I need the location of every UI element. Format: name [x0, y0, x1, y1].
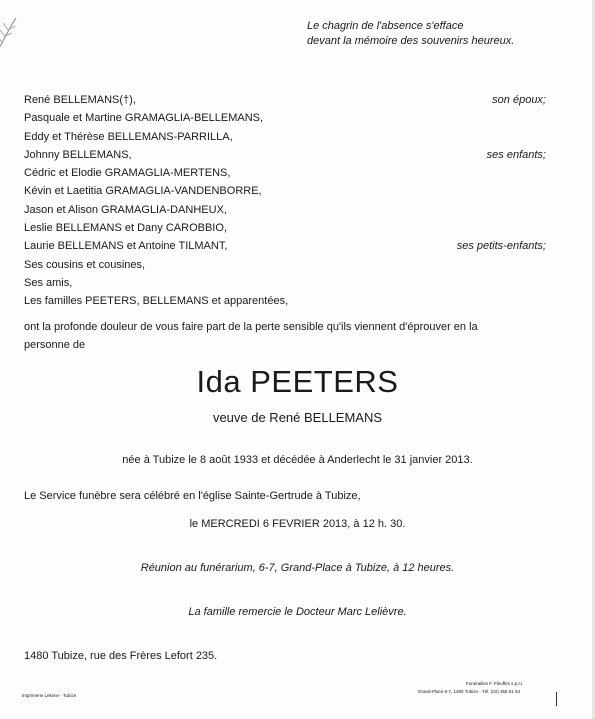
gathering-info: Réunion au funérarium, 6-7, Grand-Place à Tubize, à 12 heures. [140, 562, 455, 574]
family-member: Kévin et Laetitia GRAMAGLIA-VANDENBORRE, [24, 185, 262, 198]
margin-mark [556, 692, 557, 706]
family-row [24, 91, 546, 109]
family-row [24, 237, 546, 255]
family-row [24, 109, 546, 127]
service-location: Le Service funèbre sera célébré en l'église Sainte-Gertrude à Tubize, [24, 490, 361, 502]
family-member: Jason et Alison GRAMAGLIA-DANHEUX, [24, 203, 227, 216]
family-address: 1480 Tubize, rue des Frères Lefort 235. [24, 650, 218, 662]
family-member: Ses cousins et cousines, [24, 258, 146, 271]
family-row [24, 256, 546, 274]
thanks-note: La famille remercie le Docteur Marc Lelièvre. [188, 606, 407, 618]
family-member: Ses amis, [24, 276, 73, 289]
family-row [24, 182, 546, 200]
announcement-line-1: ont la profonde douleur de vous faire part de la perte sensible qu'ils viennent d'éprouver en la [24, 321, 478, 333]
family-list [24, 91, 546, 311]
leaf-ornament-icon [0, 16, 18, 52]
family-member: Les familles PEETERS, BELLEMANS et apparentées, [24, 295, 289, 308]
family-member: Eddy et Thérèse BELLEMANS-PARRILLA, [24, 130, 233, 143]
service-datetime: le MERCREDI 6 FEVRIER 2013, à 12 h. 30. [189, 518, 406, 530]
funeral-home-credit [418, 680, 523, 696]
family-row [24, 274, 546, 292]
deceased-name: Ida PEETERS [196, 364, 399, 399]
family-role: son époux; [492, 94, 546, 106]
family-member: Cédric et Elodie GRAMAGLIA-MERTENS, [24, 167, 231, 180]
family-row [24, 219, 546, 237]
announcement-line-2: personne de [24, 339, 86, 351]
widow-of: veuve de René BELLEMANS [212, 410, 383, 425]
family-member: Pasquale et Martine GRAMAGLIA-BELLEMANS, [24, 112, 264, 125]
epitaph-line-2: devant la mémoire des souvenirs heureux. [307, 35, 515, 47]
epitaph-quote [307, 19, 514, 49]
family-role: ses enfants; [486, 148, 546, 161]
family-row [24, 128, 546, 146]
funeral-home-address: Grand-Place 6-7, 1480 Tubize - Tél. (02) 355 51 94 [418, 689, 520, 694]
family-row [24, 201, 546, 219]
birth-death-info: née à Tubize le 8 août 1933 et décédée à Anderlecht le 31 janvier 2013. [122, 454, 473, 466]
printer-credit: Imprimerie Lekime - Tubize [22, 693, 77, 698]
family-role: ses petits-enfants; [456, 240, 546, 253]
family-member: Laurie BELLEMANS et Antoine TILMANT, [24, 240, 228, 253]
family-member: René BELLEMANS(†), [24, 94, 136, 106]
family-member: Leslie BELLEMANS et Dany CAROBBIO, [24, 222, 227, 235]
family-row [24, 164, 546, 182]
funeral-home-name: Funérailles F. Fleuffes s.p.r.l. [466, 681, 524, 686]
family-row [24, 292, 546, 310]
announcement-text [24, 318, 544, 354]
family-row [24, 146, 546, 164]
family-member: Johnny BELLEMANS, [24, 148, 132, 161]
epitaph-line-1: Le chagrin de l'absence s'efface [307, 20, 464, 32]
